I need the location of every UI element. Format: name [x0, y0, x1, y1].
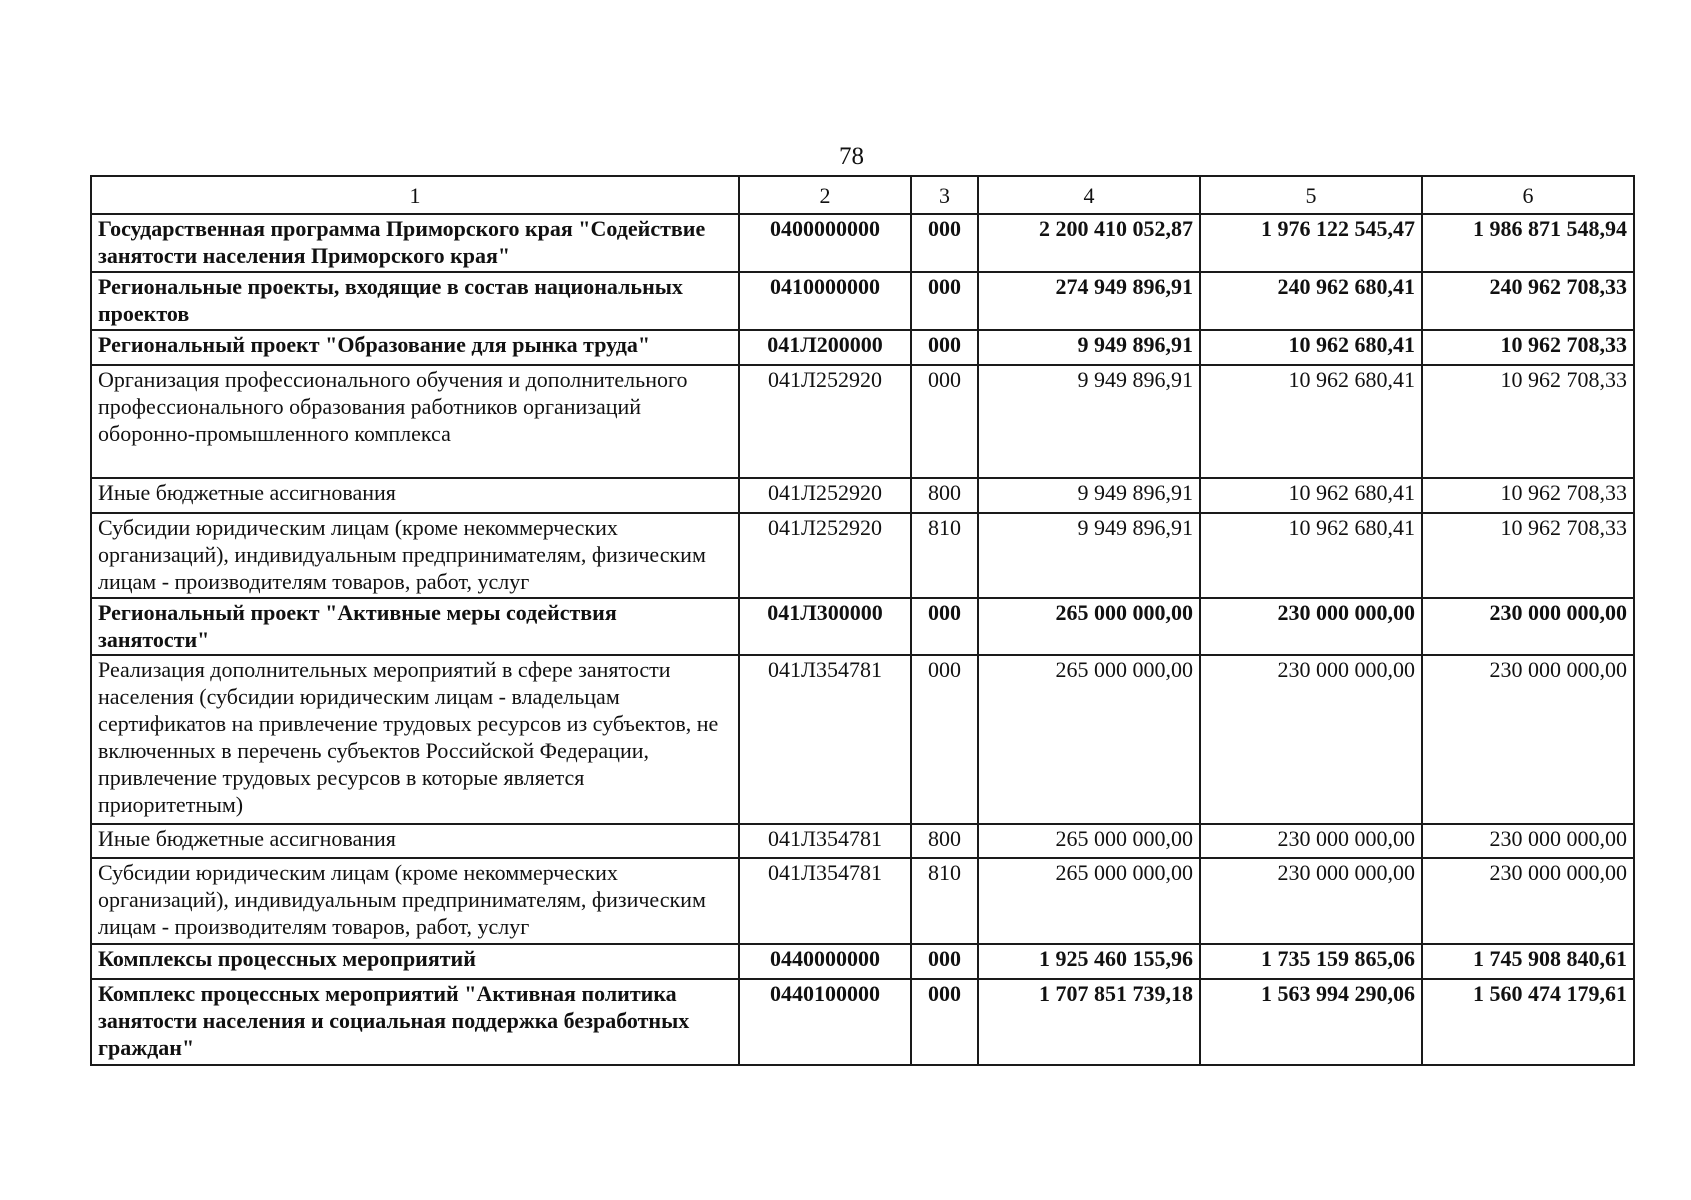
- row-name: Государственная программа Приморского края "Содействие занятости населения Приморского края": [91, 214, 739, 272]
- row-amount-6: 240 962 708,33: [1422, 272, 1634, 330]
- row-amount-5: 1 976 122 545,47: [1200, 214, 1422, 272]
- row-amount-4: 9 949 896,91: [978, 478, 1200, 513]
- row-amount-4: 9 949 896,91: [978, 330, 1200, 365]
- row-name: Субсидии юридическим лицам (кроме некоммерческих организаций), индивидуальным предпринимателям, физическим лицам - производителям товаров, работ, услуг: [91, 858, 739, 944]
- row-name: Региональные проекты, входящие в состав национальных проектов: [91, 272, 739, 330]
- column-header: 6: [1422, 176, 1634, 214]
- row-code: 0410000000: [739, 272, 911, 330]
- row-amount-4: 265 000 000,00: [978, 655, 1200, 824]
- row-amount-6: 10 962 708,33: [1422, 365, 1634, 478]
- column-header: 1: [91, 176, 739, 214]
- table-row: [91, 979, 1634, 1065]
- table-row: [91, 272, 1634, 330]
- row-code: 041Л252920: [739, 478, 911, 513]
- column-header: 4: [978, 176, 1200, 214]
- row-amount-4: 9 949 896,91: [978, 513, 1200, 598]
- row-code: 041Л200000: [739, 330, 911, 365]
- column-header: 5: [1200, 176, 1422, 214]
- header-row: [91, 176, 1634, 214]
- row-name: Региональный проект "Образование для рынка труда": [91, 330, 739, 365]
- row-amount-6: 1 560 474 179,61: [1422, 979, 1634, 1065]
- row-name: Иные бюджетные ассигнования: [91, 478, 739, 513]
- row-amount-6: 1 986 871 548,94: [1422, 214, 1634, 272]
- row-code: 041Л252920: [739, 513, 911, 598]
- row-amount-6: 10 962 708,33: [1422, 478, 1634, 513]
- row-name: Субсидии юридическим лицам (кроме некоммерческих организаций), индивидуальным предпринимателям, физическим лицам - производителям товаров, работ, услуг: [91, 513, 739, 598]
- row-amount-4: 2 200 410 052,87: [978, 214, 1200, 272]
- row-amount-5: 1 735 159 865,06: [1200, 944, 1422, 979]
- row-amount-6: 230 000 000,00: [1422, 655, 1634, 824]
- row-expense-type: 000: [911, 272, 978, 330]
- table-row: [91, 944, 1634, 979]
- table-row: [91, 513, 1634, 598]
- budget-table: [90, 175, 1635, 1066]
- row-amount-4: 274 949 896,91: [978, 272, 1200, 330]
- row-amount-4: 265 000 000,00: [978, 858, 1200, 944]
- row-amount-4: 9 949 896,91: [978, 365, 1200, 478]
- row-expense-type: 000: [911, 655, 978, 824]
- table-row: [91, 330, 1634, 365]
- table-row: [91, 214, 1634, 272]
- row-amount-4: 265 000 000,00: [978, 598, 1200, 655]
- row-amount-5: 10 962 680,41: [1200, 478, 1422, 513]
- table-row: [91, 655, 1634, 824]
- row-amount-5: 10 962 680,41: [1200, 513, 1422, 598]
- row-amount-5: 10 962 680,41: [1200, 365, 1422, 478]
- row-amount-6: 230 000 000,00: [1422, 598, 1634, 655]
- table-row: [91, 824, 1634, 858]
- row-amount-5: 240 962 680,41: [1200, 272, 1422, 330]
- row-amount-5: 1 563 994 290,06: [1200, 979, 1422, 1065]
- row-expense-type: 810: [911, 858, 978, 944]
- row-expense-type: 000: [911, 365, 978, 478]
- row-expense-type: 000: [911, 944, 978, 979]
- table-row: [91, 365, 1634, 478]
- row-name: Комплекс процессных мероприятий "Активная политика занятости населения и социальная поддержка безработных граждан": [91, 979, 739, 1065]
- row-amount-4: 1 707 851 739,18: [978, 979, 1200, 1065]
- row-amount-5: 230 000 000,00: [1200, 858, 1422, 944]
- row-code: 041Л354781: [739, 655, 911, 824]
- row-name: Реализация дополнительных мероприятий в сфере занятости населения (субсидии юридическим лицам - владельцам сертификатов на привлечение трудовых ресурсов из субъектов, не включенных в перечень субъектов Российской Федерации, привлечение трудовых ресурсов в которые является приоритетным): [91, 655, 739, 824]
- row-amount-6: 230 000 000,00: [1422, 824, 1634, 858]
- row-name: Организация профессионального обучения и дополнительного профессионального образования работников организаций оборонно-промышленного комплекса: [91, 365, 739, 478]
- row-amount-4: 1 925 460 155,96: [978, 944, 1200, 979]
- row-expense-type: 000: [911, 214, 978, 272]
- row-expense-type: 000: [911, 979, 978, 1065]
- row-expense-type: 800: [911, 824, 978, 858]
- row-expense-type: 000: [911, 330, 978, 365]
- page-number: 78: [839, 143, 864, 170]
- row-name: Региональный проект "Активные меры содействия занятости": [91, 598, 739, 655]
- row-amount-5: 230 000 000,00: [1200, 655, 1422, 824]
- row-code: 0440100000: [739, 979, 911, 1065]
- row-code: 041Л354781: [739, 858, 911, 944]
- row-expense-type: 800: [911, 478, 978, 513]
- row-amount-6: 10 962 708,33: [1422, 330, 1634, 365]
- row-amount-4: 265 000 000,00: [978, 824, 1200, 858]
- row-amount-5: 230 000 000,00: [1200, 598, 1422, 655]
- row-code: 041Л354781: [739, 824, 911, 858]
- row-name: Иные бюджетные ассигнования: [91, 824, 739, 858]
- table-row: [91, 598, 1634, 655]
- row-code: 041Л300000: [739, 598, 911, 655]
- column-header: 3: [911, 176, 978, 214]
- row-code: 041Л252920: [739, 365, 911, 478]
- row-expense-type: 810: [911, 513, 978, 598]
- column-header: 2: [739, 176, 911, 214]
- row-amount-6: 230 000 000,00: [1422, 858, 1634, 944]
- row-amount-5: 10 962 680,41: [1200, 330, 1422, 365]
- row-amount-6: 1 745 908 840,61: [1422, 944, 1634, 979]
- row-code: 0400000000: [739, 214, 911, 272]
- row-amount-5: 230 000 000,00: [1200, 824, 1422, 858]
- row-code: 0440000000: [739, 944, 911, 979]
- row-expense-type: 000: [911, 598, 978, 655]
- table-row: [91, 478, 1634, 513]
- row-amount-6: 10 962 708,33: [1422, 513, 1634, 598]
- row-name: Комплексы процессных мероприятий: [91, 944, 739, 979]
- table-row: [91, 858, 1634, 944]
